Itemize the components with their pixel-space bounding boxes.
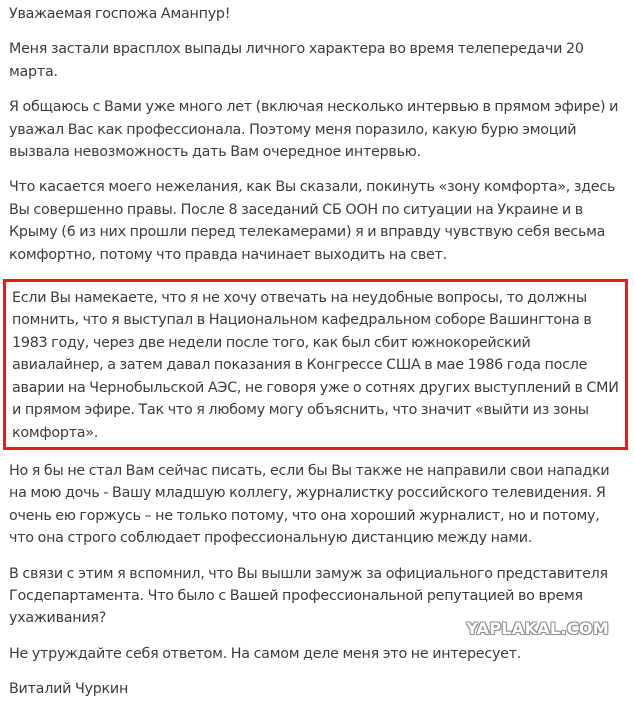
- watermark-logo: YAPLAKAL.COM: [466, 619, 609, 638]
- letter: [9, 0, 621, 701]
- letter-paragraph: Не утруждайте себя ответом. На самом деле меня это не интересует.: [9, 645, 522, 662]
- letter-paragraph: Что касается моего нежелания, как Вы сказали, покинуть «зону комфорта», здесь Вы совершенно правы. После 8 заседаний СБ ООН по ситуации на Украине и в Крыму (6 из них прошли перед телекамерами) я и вправду чувствую себя весьма комфортно, потому что правда начинает выходить на свет.: [9, 179, 616, 263]
- letter-paragraph: В связи с этим я вспомнил, что Вы вышли замуж за официального представителя Госдепартамента. Что было с Вашей профессиональной репутацией во время ухаживания?: [9, 565, 608, 627]
- highlighted-paragraph: Если Вы намекаете, что я не хочу отвечать на неудобные вопросы, то должны помнить, что я выступал в Национальном кафедральном соборе Вашингтона в 1983 году, через две недели после того, как был сбит южнокорейский авиалайнер, а затем давал показания в Конгрессе США в мае 1986 года после аварии на Чернобыльской АЭС, не говоря уже о сотнях других выступлений в СМИ и прямом эфире. Так что я любому могу объяснить, что значит «выйти из зоны комфорта».: [3, 279, 628, 450]
- letter-signature: Виталий Чуркин: [9, 681, 129, 698]
- letter-paragraph: Но я бы не стал Вам сейчас писать, если бы Вы также не направили свои нападки на мою дочь - Вашу младшую коллегу, журналистку российского телевидения. Я очень ею горжусь – не только потому, что она хороший журналист, но и потому, что она строго соблюдает профессиональную дистанцию между нами.: [9, 462, 610, 547]
- letter-paragraph: Меня застали врасплох выпады личного характера во время телепередачи 20 марта.: [9, 41, 584, 80]
- letter-paragraph: Я общаюсь с Вами уже много лет (включая несколько интервью в прямом эфире) и уважал Вас как профессионала. Поэтому меня поразило, какую бурю эмоций вызвала невозможность дать Вам очередное интервью.: [9, 99, 619, 161]
- letter-greeting: Уважаемая госпожа Аманпур!: [9, 6, 231, 22]
